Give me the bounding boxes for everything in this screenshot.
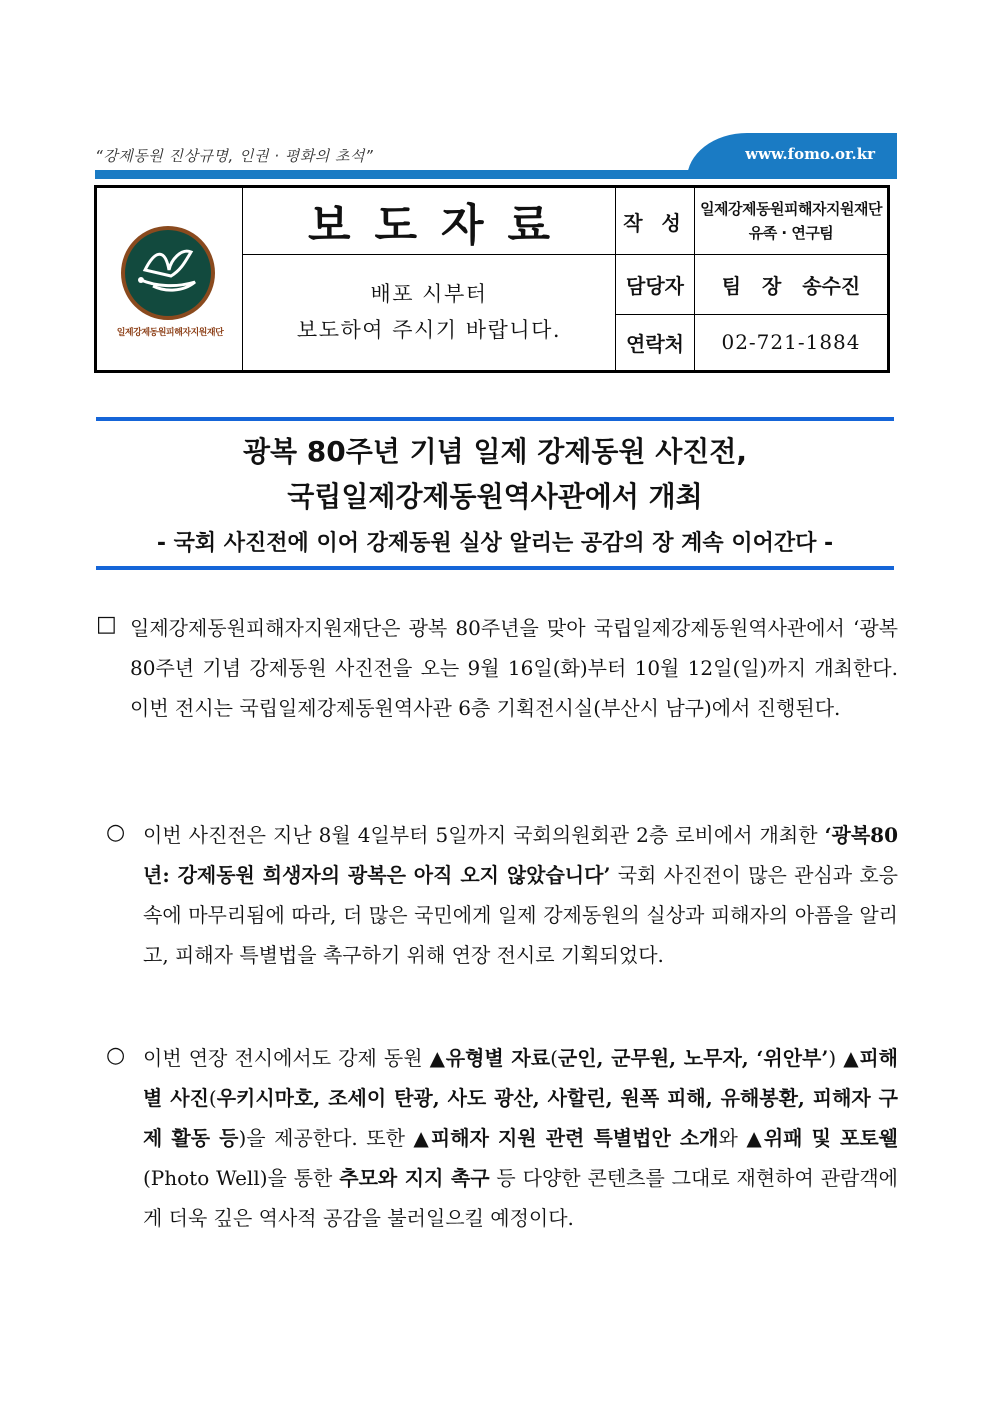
paragraph-2-text: 국회 사진전이 많은 관심과 호응 속에 마무리됨에 따라, 더 많은 국민에게 일제 강제동원의 실상과 피해자의 아픔을 알리고, 피해자 특별법을 촉구하기 위해 연장 전시로 기획되었다. (143, 863, 899, 967)
press-release-title: 보도자료 (307, 200, 574, 251)
square-bullet-icon: □ (96, 612, 117, 637)
author-label: 작 성 (623, 210, 687, 235)
label-column (616, 188, 695, 370)
title-cell (243, 188, 616, 370)
website-url: www.fomo.or.kr (745, 145, 875, 163)
paragraph-3-text: 와 (718, 1126, 747, 1150)
headline-top-rule (96, 417, 894, 421)
paragraph-3-text: 등 다양한 콘텐츠를 그대로 재현하여 관람객에게 더욱 깊은 역사적 공감을 불러일으킬 예정이다. (143, 1166, 898, 1230)
release-note-line-2: 보도하여 주시기 바랍니다. (296, 318, 562, 342)
paragraph-1-text: 일제강제동원피해자지원재단은 광복 80주년을 맞아 국립일제강제동원역사관에서 ‘광복 80주년 기념 강제동원 사진전을 오는 9월 16일(화)부터 10월 12일(일)까지 개최한다. 이번 전시는 국립일제강제동원역사관 6층 기획전시실(부산시 남구)에서 진행된다. (130, 616, 898, 720)
paragraph-3-text: ( (208, 1086, 217, 1110)
banner-slogan: “강제동원 진상규명, 인권 · 평화의 초석” (95, 147, 374, 165)
paragraph-3 (143, 1038, 898, 1238)
logo-cell (97, 188, 243, 370)
contact-person-label: 담당자 (626, 273, 684, 298)
paragraph-2-text: 이번 사진전은 지난 8월 4일부터 5일까지 국회의원회관 2층 로비에서 개최한 (143, 823, 825, 847)
paragraph-1 (130, 608, 898, 728)
exhibition-title: ‘광복80년: 강제동원 희생자의 광복은 아직 오지 않았습니다’ (143, 823, 898, 887)
circle-bullet-icon: ○ (106, 820, 126, 845)
site-banner (95, 133, 897, 181)
headline-line-1: 광복 80주년 기념 일제 강제동원 사진전, (242, 435, 748, 468)
paragraph-2 (143, 815, 898, 975)
paragraph-3-text: (Photo Well)을 통한 (143, 1166, 340, 1190)
org-logo-text: 일제강제동원피해자지원재단 (116, 328, 224, 338)
headline-line-2: 국립일제강제동원역사관에서 개최 (287, 480, 703, 513)
highlight-memorial: 추모와 지지 촉구 (339, 1166, 490, 1190)
highlight-materials: ▲유형별 자료 (429, 1046, 551, 1070)
paragraph-3-text: ( (550, 1046, 558, 1070)
highlight-photo-well: ▲위패 및 포토웰 (746, 1126, 898, 1150)
author-team: 유족 · 연구팀 (748, 224, 834, 242)
highlight-photo-topics: 우키시마호, 조세이 탄광, 사도 광산, 사할린, 원폭 피해, 유해봉환, 피해자 구제 활동 등 (143, 1086, 898, 1150)
paragraph-3-text: )을 제공한다. 또한 (238, 1126, 414, 1150)
author-value (695, 188, 887, 254)
headline-subtitle: - 국회 사진전에 이어 강제동원 실상 알리는 공감의 장 계속 이어간다 - (156, 531, 834, 556)
highlight-photos: ▲피해별 사진 (143, 1046, 898, 1110)
highlight-special-act: ▲피해자 지원 관련 특별법안 소개 (413, 1126, 719, 1150)
circle-bullet-icon: ○ (106, 1043, 126, 1068)
press-release-header-table (94, 185, 890, 373)
author-org: 일제강제동원피해자지원재단 (700, 200, 882, 218)
release-note (243, 254, 615, 370)
paragraph-3-text: ) (828, 1046, 844, 1070)
release-note-line-1: 배포 시부터 (370, 282, 488, 306)
value-column (695, 188, 887, 370)
highlight-victim-types: 군인, 군무원, 노무자, ‘위안부’ (557, 1046, 829, 1070)
phone-label: 연락처 (626, 331, 684, 356)
banner-url-tab (687, 133, 897, 179)
paragraph-3-text: 이번 연장 전시에서도 강제 동원 (143, 1046, 430, 1070)
contact-person-value: 팀 장 송수진 (721, 273, 861, 298)
dove-emblem-icon (121, 226, 215, 320)
headline-bottom-rule (96, 566, 894, 570)
phone-value: 02-721-1884 (721, 330, 861, 354)
